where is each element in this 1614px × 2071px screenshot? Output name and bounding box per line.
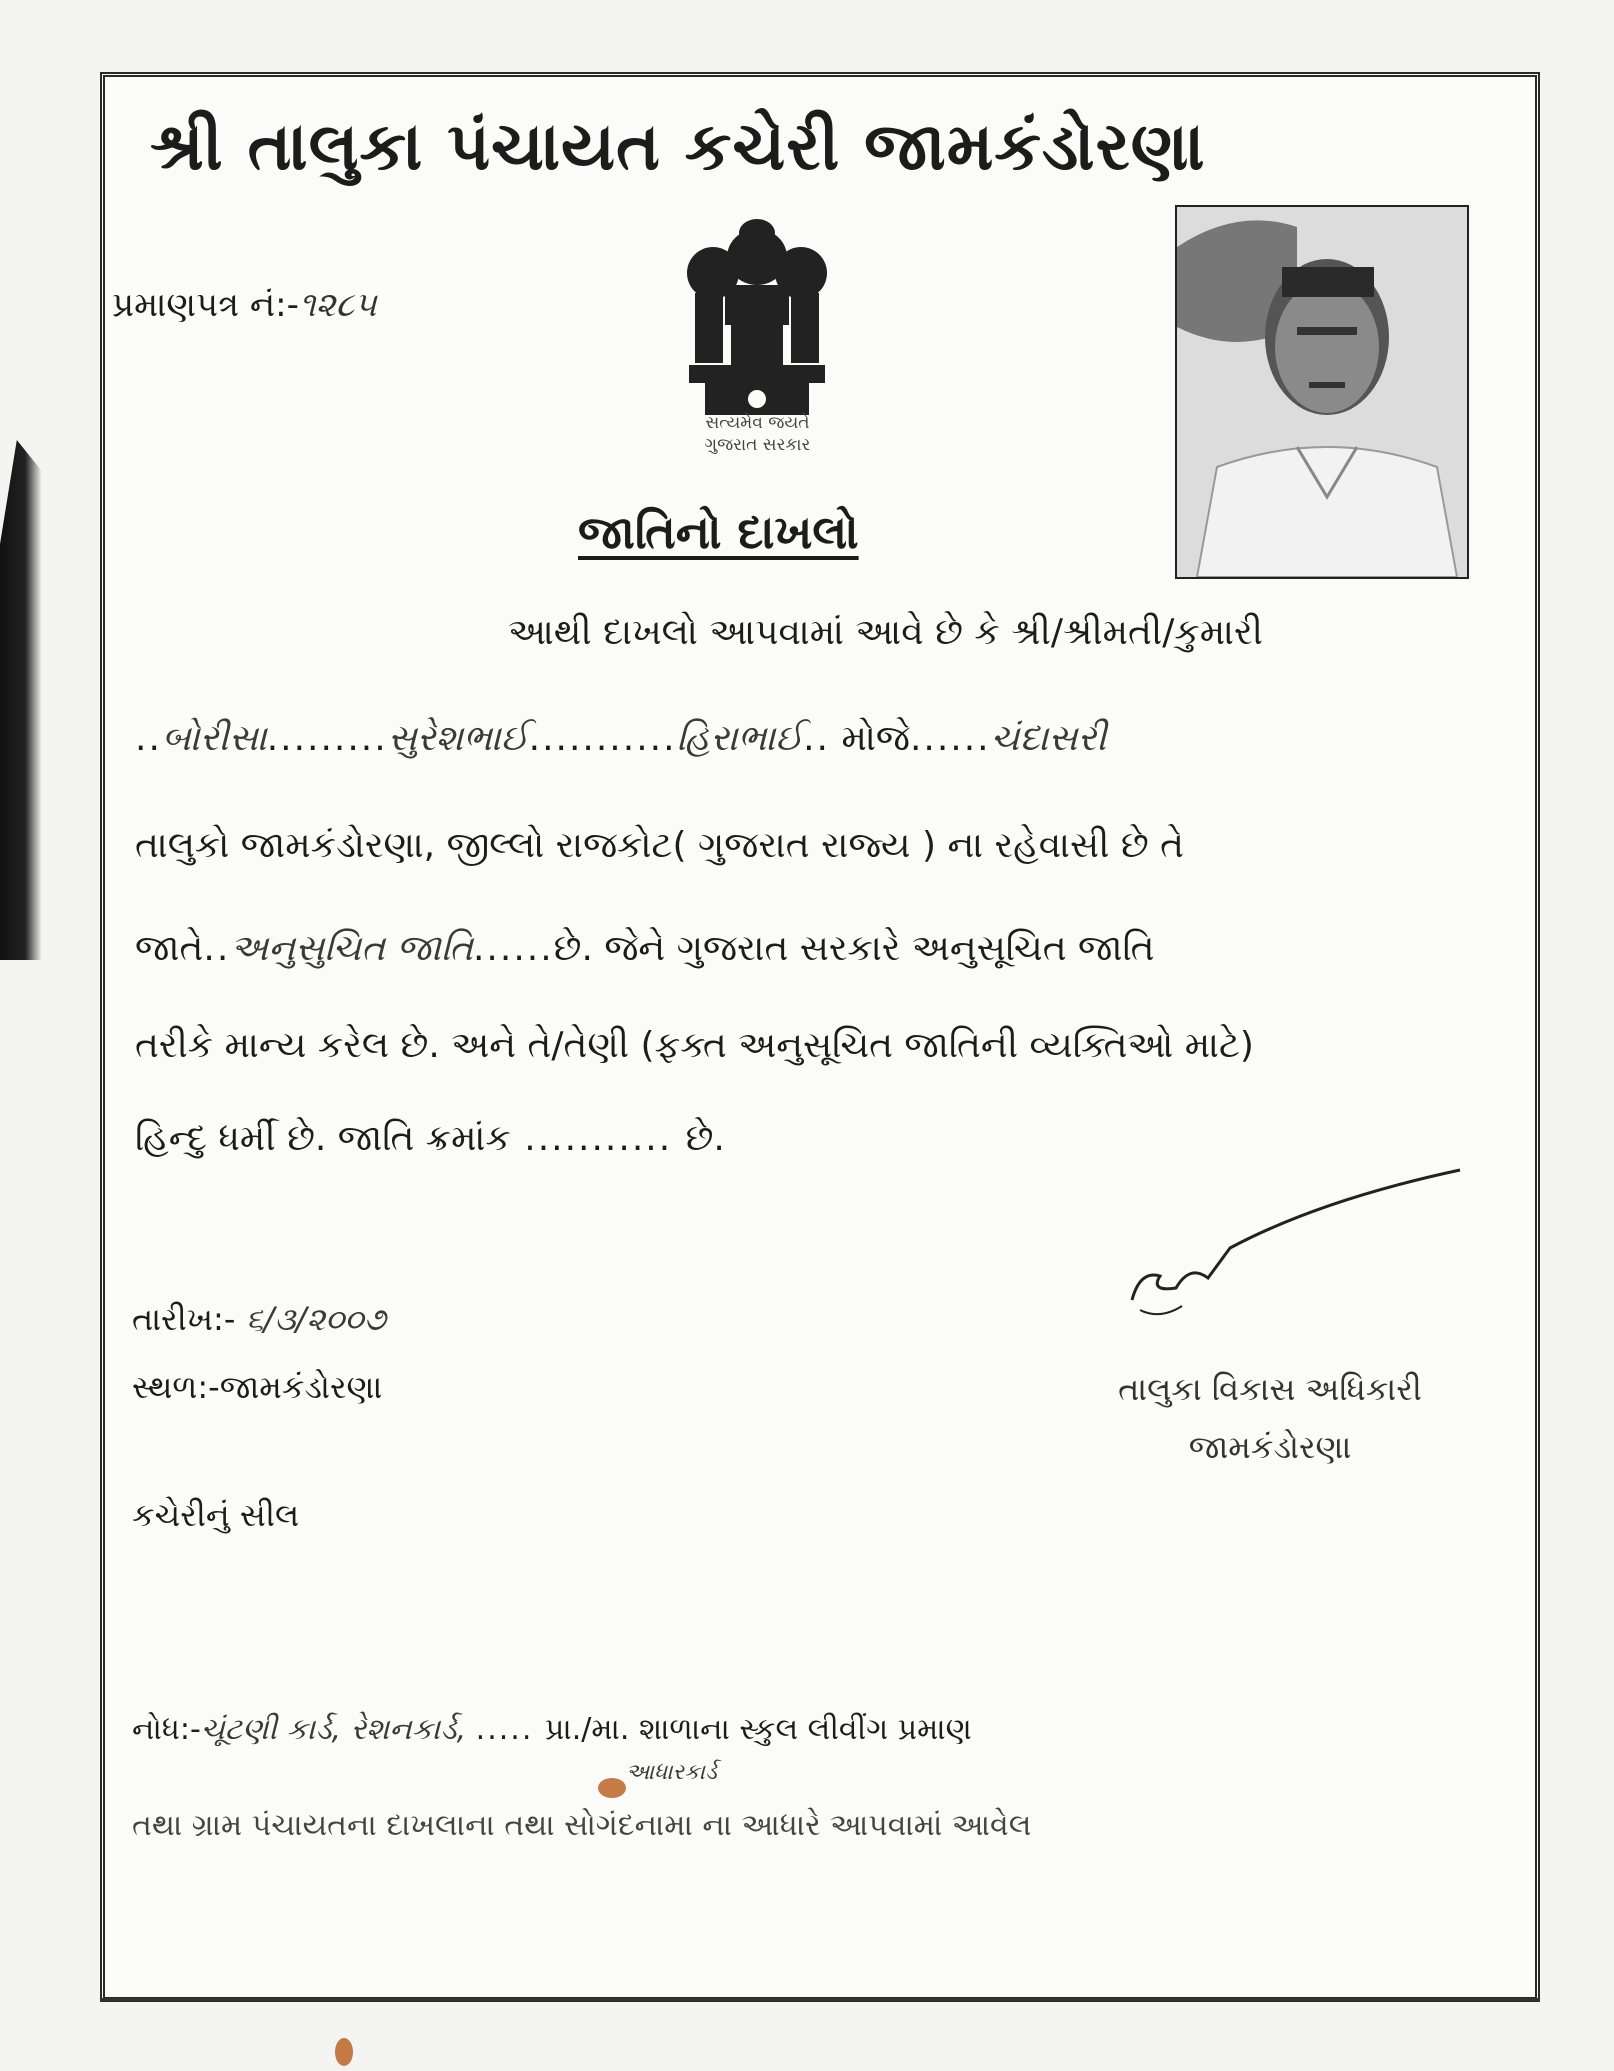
name-line: ..બોરીસા.........સુરેશભાઈ...........હિરાભાઈ.. મોજે......ચંદાસરી xyxy=(135,718,1107,759)
religion-line: હિન્દુ ધર્મી છે. જાતિ ક્રમાંક ........... છે. xyxy=(135,1118,725,1159)
recognition-line: તરીકે માન્ય કરેલ છે. અને તે/તેણી (ફક્ત અનુસૂચિત જાતિની વ્યક્તિઓ માટે) xyxy=(135,1025,1254,1066)
intro-line: આથી દાખલો આપવામાં આવે છે કે શ્રી/શ્રીમતી/કુમારી xyxy=(508,612,1263,653)
village-name: ચંદાસરી xyxy=(990,718,1107,759)
note-documents: ચૂંટણી કાર્ડ, રેશનકાર્ડ, xyxy=(200,1712,476,1747)
emblem-motto: સત્યમેવ જયતે xyxy=(705,413,810,433)
officer-place: જામકંડોરણા xyxy=(1188,1428,1352,1466)
date-line xyxy=(132,1300,386,1339)
office-seal-label: કચેરીનું સીલ xyxy=(132,1496,300,1534)
ink-stain xyxy=(335,2038,353,2066)
person-photo-icon xyxy=(1177,207,1467,577)
place-label: સ્થળ:- xyxy=(132,1368,220,1406)
note-line-1-rest: પ્રા./મા. શાળાના સ્કુલ લીવીંગ પ્રમાણ xyxy=(544,1712,972,1747)
given-name: સુરેશભાઈ xyxy=(387,718,529,759)
officer-title: તાલુકા વિકાસ અધિકારી xyxy=(1118,1370,1422,1408)
religion-text: હિન્દુ ધર્મી છે. જાતિ ક્રમાંક xyxy=(135,1118,511,1159)
ink-stain xyxy=(598,1778,626,1798)
place-line xyxy=(132,1368,382,1407)
officer-designation xyxy=(1060,1360,1480,1476)
officer-signature xyxy=(1120,1160,1480,1330)
bottom-border xyxy=(100,1998,1540,2001)
religion-end: છે. xyxy=(685,1118,725,1159)
place-value: જામકંડોરણા xyxy=(219,1368,383,1406)
date-value: ૬/૩/૨૦૦૭ xyxy=(245,1300,386,1338)
caste-label: જાતે xyxy=(135,928,204,969)
certificate-heading: જાતિનો દાખલો xyxy=(578,505,859,559)
note-line-2: તથા ગ્રામ પંચાયતના દાખલાના તથા સોગંદનામા ના આધારે આપવામાં આવેલ xyxy=(132,1808,1032,1843)
note-label: નોધ:- xyxy=(132,1712,201,1747)
scan-shadow xyxy=(0,440,42,960)
village-label: મોજે xyxy=(841,718,910,759)
surname: બોરીસા xyxy=(161,718,267,759)
emblem-govt: ગુજરાત સરકાર xyxy=(704,435,811,455)
caste-suffix: છે. જેને ગુજરાત સરકારે અનુસૂચિત જાતિ xyxy=(553,928,1155,969)
caste-line: જાતે..અનુસુચિત જાતિ......છે. જેને ગુજરાત સરકારે અનુસૂચિત જાતિ xyxy=(135,928,1155,969)
office-title: શ્રી તાલુકા પંચાયત કચેરી જામકંડોરણા xyxy=(150,108,1206,185)
note-line-1: નોધ:-ચૂંટણી કાર્ડ, રેશનકાર્ડ, ..... પ્રા./મા. શાળાના સ્કુલ લીવીંગ પ્રમાણ xyxy=(132,1712,972,1747)
date-label: તારીખ:- xyxy=(132,1300,236,1338)
caste-value: અનુસુચિત જાતિ xyxy=(230,928,473,969)
certificate-number xyxy=(112,285,377,325)
residence-line: તાલુકો જામકંડોરણા, જીલ્લો રાજકોટ( ગુજરાત રાજ્ય ) ના રહેવાસી છે તે xyxy=(135,825,1185,866)
note-aadhaar: આધારકાર્ડ xyxy=(626,1760,717,1785)
certificate-number-value: ૧૨૮૫ xyxy=(298,285,377,325)
applicant-photo xyxy=(1175,205,1469,579)
certificate-number-label: પ્રમાણપત્ર નં:- xyxy=(112,285,299,325)
emblem-caption xyxy=(640,412,875,456)
father-name: હિરાભાઈ xyxy=(676,718,804,759)
